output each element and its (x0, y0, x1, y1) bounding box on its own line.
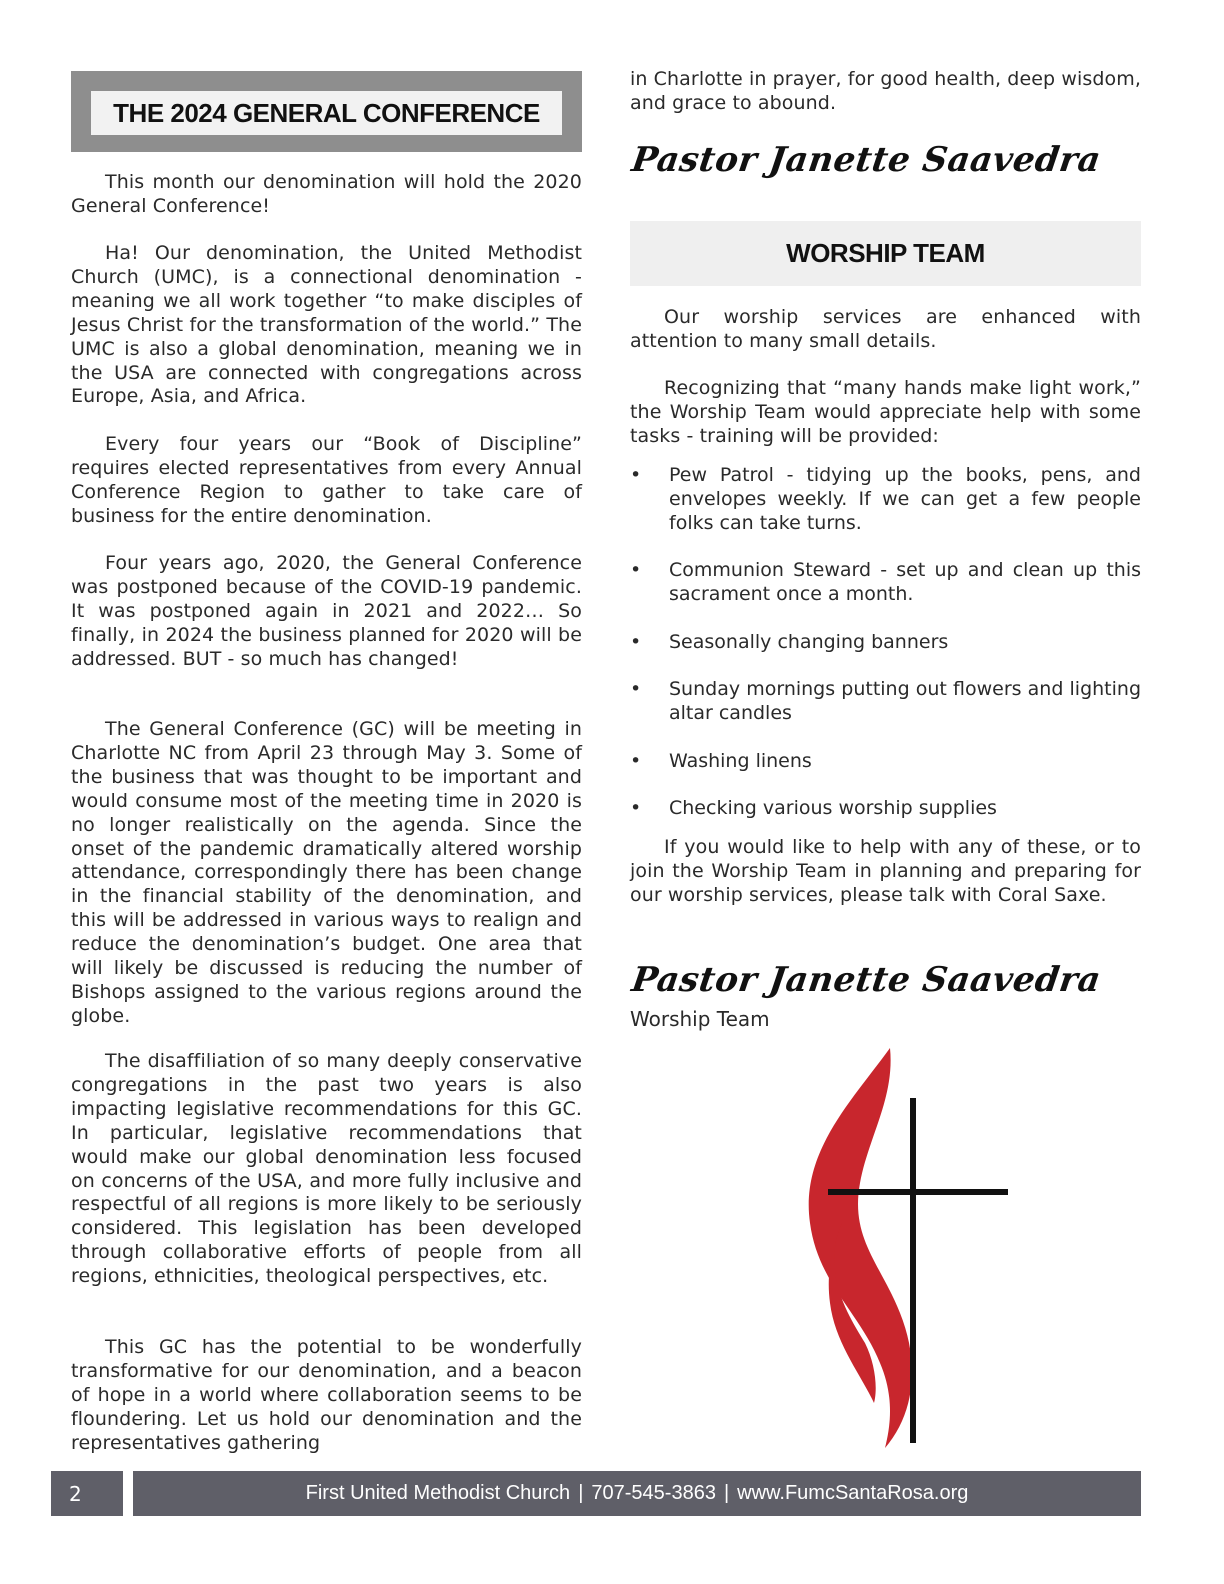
bullet: • (630, 678, 642, 701)
task-text: Pew Patrol - tidying up the books, pens, and envelopes weekly. If we can get a few people folks can take turns. (669, 464, 1141, 534)
general-conference-header (71, 71, 582, 152)
cross-vertical-bar (910, 1098, 916, 1443)
gc-continuation: in Charlotte in prayer, for good health, deep wisdom, and grace to abound. (630, 68, 1141, 114)
gc-paragraph-6: The disaffiliation of so many deeply conservative congregations in the past two years is also impacting legislative recommendations for this GC. In particular, legislative recommendations that would make our global denomination less focused on concerns of the USA, and more fully inclusive and respectful of all regions is more likely to be seriously considered. This legislation has been developed through collaborative efforts of people from all regions, ethnicities, theological perspectives, etc. (71, 1050, 582, 1288)
gc-paragraph-4: Four years ago, 2020, the General Conference was postponed because of the COVID-19 pandemic. It was postponed again in 2021 and 2022… So finally, in 2024 the business planned for 2020 will be addressed. BUT - so much has changed! (71, 552, 582, 670)
task-text: Washing linens (669, 749, 812, 772)
worship-paragraph-2: Recognizing that “many hands make light work,” the Worship Team would appreciate help with some tasks - training will be provided: (630, 377, 1141, 447)
list-item (630, 750, 1141, 774)
bullet: • (630, 559, 642, 582)
footer-page-number: 2 (51, 1471, 123, 1516)
gc-paragraph-2: Ha! Our denomination, the United Methodist Church (UMC), is a connectional denomination - meaning we all work together “to make disciples of Jesus Christ for the transformation of the world.” The UMC is also a global denomination, meaning we in the USA are connected with congregations across Europe, Asia, and Africa. (71, 242, 582, 408)
bullet: • (630, 749, 642, 772)
pastor-signature-2: Pastor Janette Saavedra (629, 960, 1104, 1000)
task-text: Sunday mornings putting out flowers and lighting altar candles (669, 678, 1141, 725)
footer-phone: 707-545-3863 (591, 1482, 716, 1504)
worship-task-list (630, 464, 1141, 821)
bullet: • (630, 797, 642, 820)
cross-horizontal-bar (828, 1189, 1008, 1195)
task-text: Checking various worship supplies (669, 797, 997, 820)
list-item (630, 797, 1141, 821)
bullet: • (630, 464, 642, 486)
task-text: Communion Steward - set up and clean up this sacrament once a month. (669, 559, 1141, 606)
bullet: • (630, 630, 642, 653)
signature-role: Worship Team (630, 1007, 770, 1031)
list-item (630, 678, 1141, 726)
footer-separator: | (578, 1482, 584, 1504)
worship-paragraph-1: Our worship services are enhanced with attention to many small details. (630, 306, 1141, 352)
list-item (630, 464, 1141, 536)
general-conference-header-box (91, 91, 562, 135)
general-conference-title: THE 2024 GENERAL CONFERENCE (113, 97, 540, 128)
list-item (630, 559, 1141, 607)
gc-paragraph-5: The General Conference (GC) will be meeting in Charlotte NC from April 23 through May 3. Some of the business that was thought to be important and would consume most of the meeting time in 2020 is no longer realistically on the agenda. Since the onset of the pandemic dramatically altered worship attendance, correspondingly there has been change in the financial stability of the denomination, and this will be addressed in various ways to realign and reduce the denomination’s budget. One area that will likely be discussed is reducing the number of Bishops assigned to the various regions around the globe. (71, 718, 582, 1027)
footer-church-name: First United Methodist Church (305, 1482, 571, 1504)
worship-team-header (630, 221, 1141, 286)
footer-separator: | (723, 1482, 730, 1504)
gc-paragraph-1: This month our denomination will hold the 2020 General Conference! (71, 171, 582, 217)
list-item (630, 631, 1141, 655)
worship-team-title: WORSHIP TEAM (786, 238, 985, 268)
worship-closing-paragraph: If you would like to help with any of these, or to join the Worship Team in planning and preparing for our worship services, please talk with Coral Saxe. (630, 836, 1141, 906)
cross-and-flame-logo-icon (790, 1043, 1030, 1453)
flame-main-shape (809, 1048, 912, 1448)
pastor-signature-1: Pastor Janette Saavedra (629, 140, 1104, 180)
footer-website-link[interactable]: www.FumcSantaRosa.org (737, 1482, 969, 1504)
gc-paragraph-3: Every four years our “Book of Discipline” requires elected representatives from every Annual Conference Region to gather to take care of business for the entire denomination. (71, 433, 582, 527)
gc-paragraph-7: This GC has the potential to be wonderfully transformative for our denomination, and a beacon of hope in a world where collaboration seems to be floundering. Let us hold our denomination and the representatives gathering (71, 1336, 582, 1454)
footer-bar (133, 1471, 1141, 1516)
task-text: Seasonally changing banners (669, 630, 949, 653)
